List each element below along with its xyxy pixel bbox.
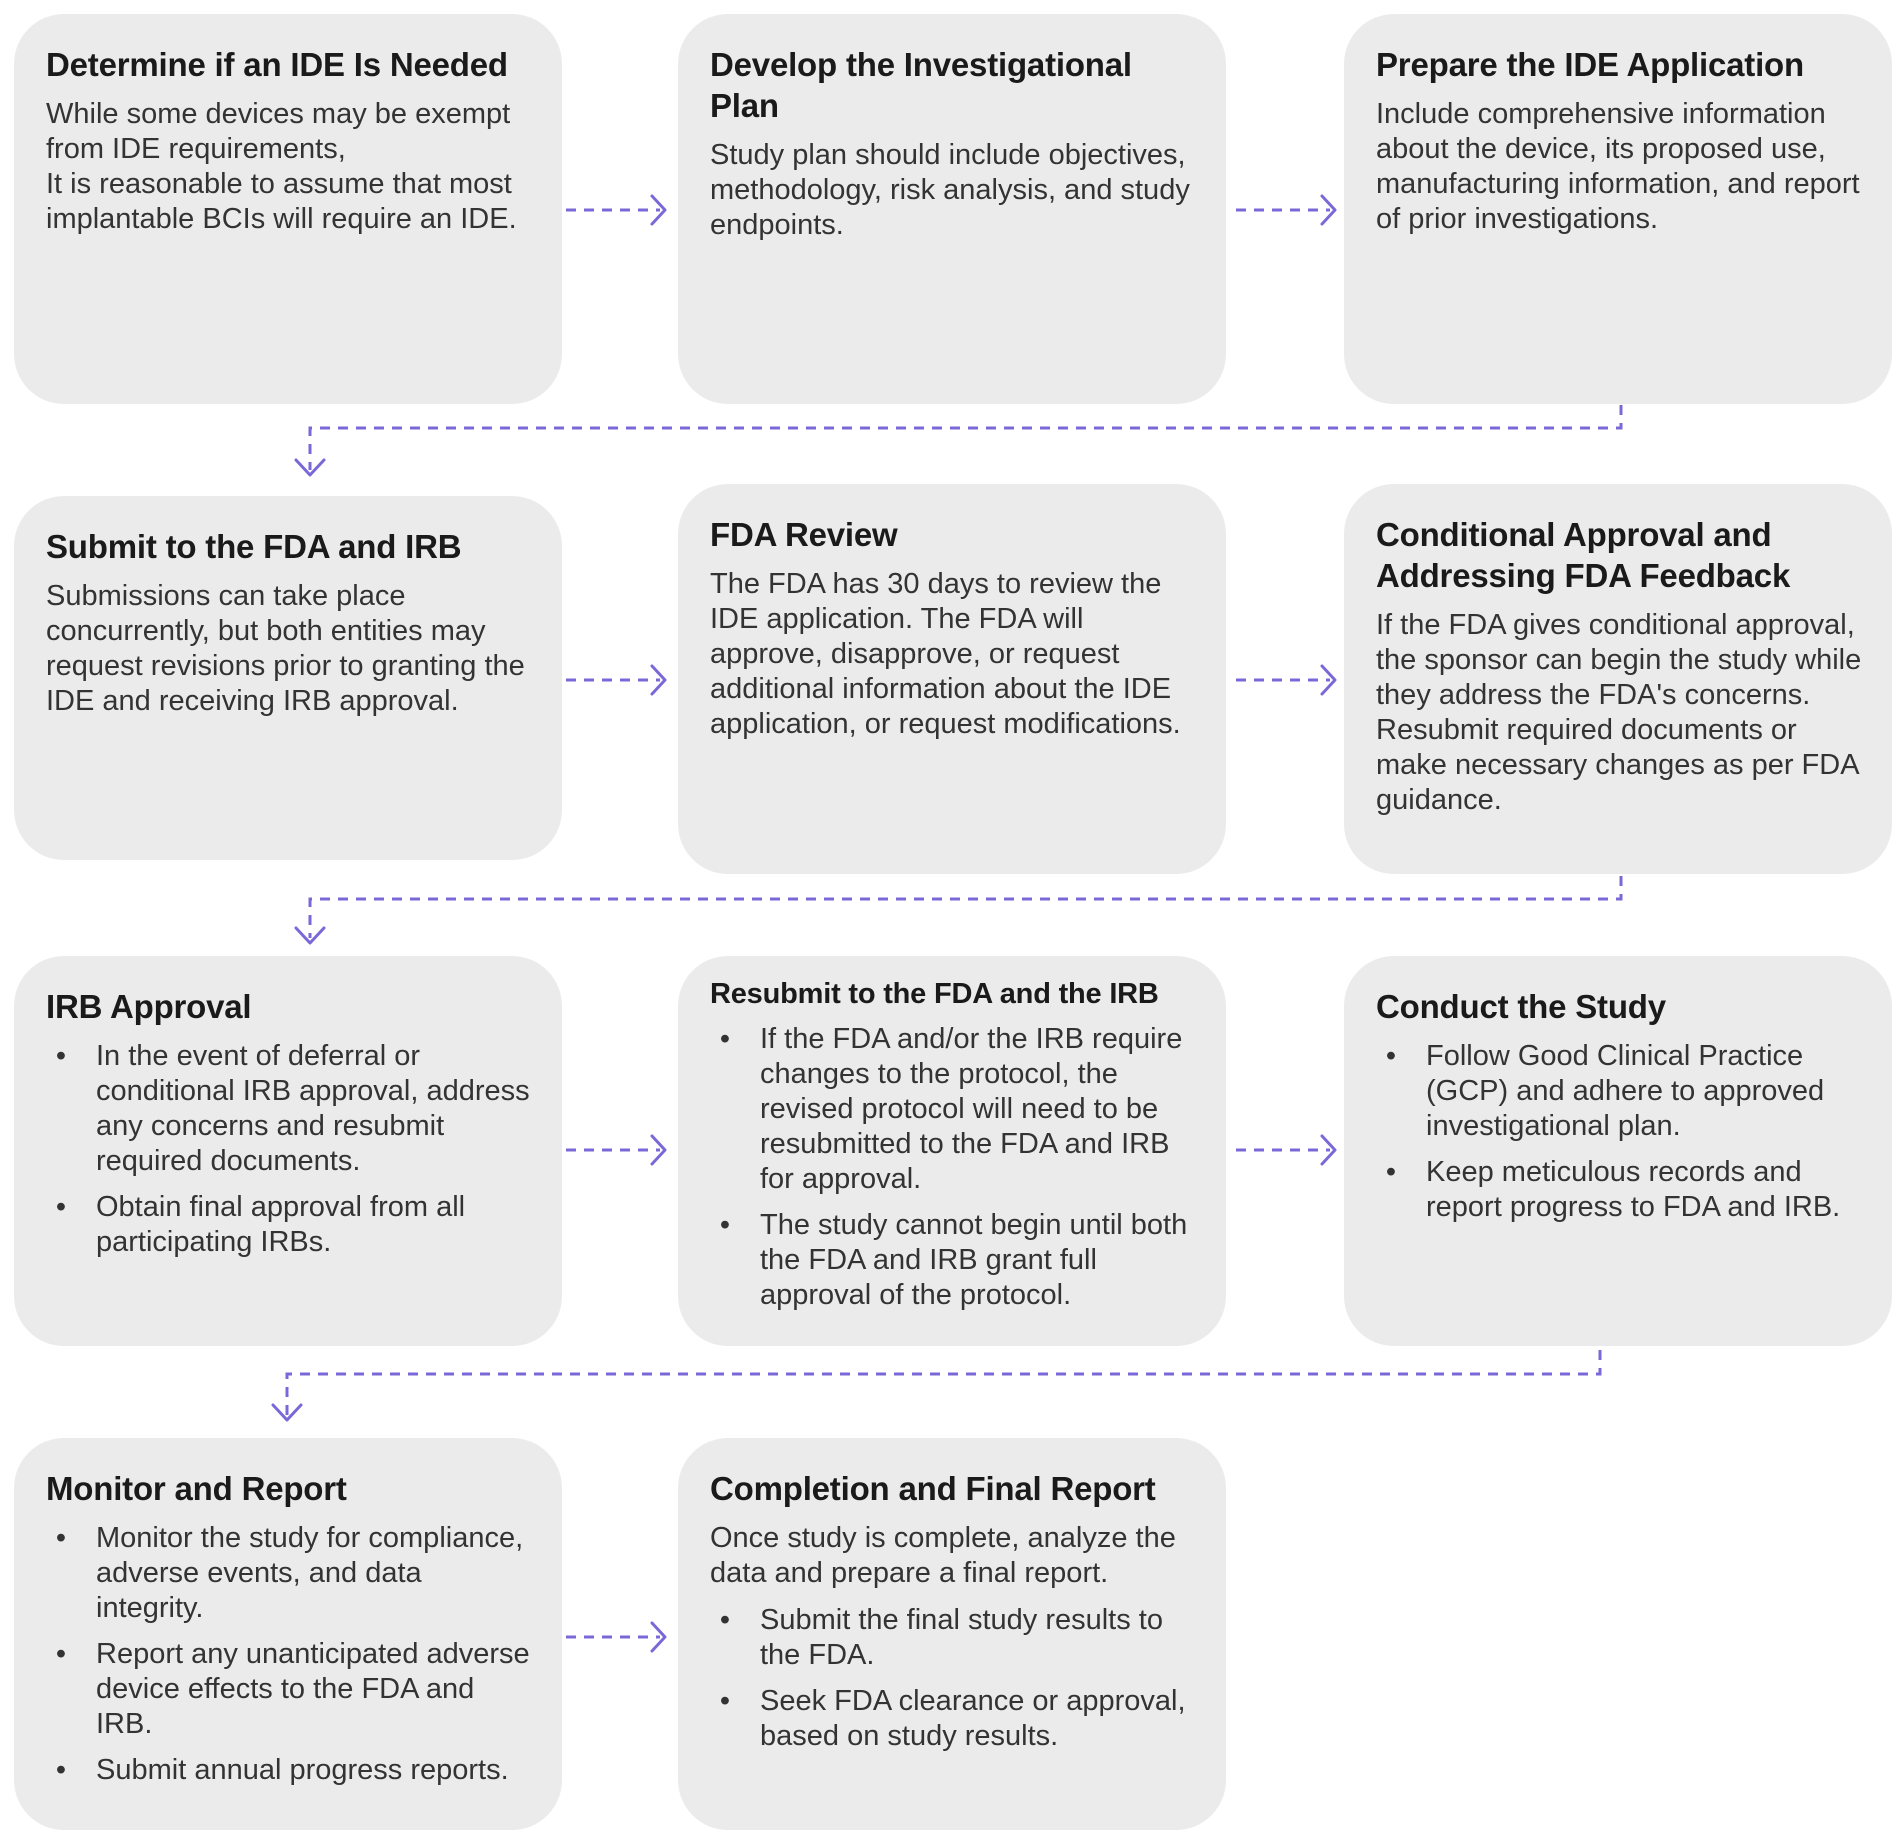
step-bullet-list (1376, 1039, 1862, 1225)
arrow-step2-to-step3 (1236, 196, 1335, 224)
step-body: The FDA has 30 days to review the IDE application. The FDA will approve, disapprove, or request additional information about the IDE application, or request modifications. (710, 568, 1181, 740)
step-title: Conduct the Study (1376, 988, 1666, 1025)
step-bullet-list (46, 1039, 532, 1260)
step-title: Submit to the FDA and IRB (46, 528, 462, 565)
list-item-text: Seek FDA clearance or approval, based on study results. (760, 1685, 1186, 1752)
step-develop-plan (678, 14, 1226, 404)
step-determine-ide (14, 14, 562, 404)
step-fda-review (678, 484, 1226, 874)
step-irb-approval (14, 956, 562, 1346)
arrow-step3-to-step4 (296, 405, 1621, 475)
step-body: Study plan should include objectives, methodology, risk analysis, and study endpoints. (710, 139, 1190, 241)
bullet-icon: • (1385, 1156, 1397, 1188)
list-item-text: Keep meticulous records and report progress to FDA and IRB. (1426, 1156, 1841, 1223)
list-item (46, 1637, 532, 1742)
list-item-text: Submit annual progress reports. (96, 1754, 509, 1786)
step-body: Submissions can take place concurrently, but both entities may request revisions prior to granting the IDE and receiving IRB approval. (46, 580, 525, 717)
bullet-icon: • (719, 1023, 731, 1055)
step-bullet-list (710, 1022, 1196, 1313)
list-item (46, 1039, 532, 1179)
step-title: Monitor and Report (46, 1470, 347, 1507)
bullet-icon: • (1385, 1040, 1397, 1072)
bullet-icon: • (55, 1040, 67, 1072)
arrow-step7-to-step8 (566, 1136, 665, 1164)
list-item (1376, 1155, 1862, 1225)
list-item-text: The study cannot begin until both the FDA and IRB grant full approval of the protocol. (760, 1209, 1188, 1311)
bullet-icon: • (55, 1522, 67, 1554)
step-bullet-list (710, 1603, 1196, 1754)
list-item (46, 1521, 532, 1626)
bullet-icon: • (719, 1604, 731, 1636)
list-item-text: Monitor the study for compliance, adverse events, and data integrity. (96, 1522, 524, 1624)
bullet-icon: • (55, 1638, 67, 1670)
arrow-step5-to-step6 (1236, 666, 1335, 694)
bullet-icon: • (719, 1209, 731, 1241)
arrow-step4-to-step5 (566, 666, 665, 694)
list-item-text: In the event of deferral or conditional IRB approval, address any concerns and resubmit required documents. (96, 1040, 530, 1177)
step-title: Determine if an IDE Is Needed (46, 46, 508, 83)
list-item (46, 1190, 532, 1260)
list-item (710, 1022, 1196, 1197)
step-body: Include comprehensive information about the device, its proposed use, manufacturing information, and report of prior investigations. (1376, 98, 1860, 235)
step-submit-fda-irb (14, 496, 562, 860)
list-item (46, 1753, 532, 1788)
list-item (710, 1684, 1196, 1754)
bullet-icon: • (719, 1685, 731, 1717)
arrow-step1-to-step2 (566, 196, 665, 224)
step-prepare-application (1344, 14, 1892, 404)
arrow-step8-to-step9 (1236, 1136, 1335, 1164)
step-title: IRB Approval (46, 988, 252, 1025)
step-monitor-report (14, 1438, 562, 1830)
step-body: While some devices may be exempt from IDE requirements, It is reasonable to assume that most implantable BCIs will require an IDE. (46, 98, 517, 235)
list-item (710, 1603, 1196, 1673)
list-item-text: Report any unanticipated adverse device effects to the FDA and IRB. (96, 1638, 530, 1740)
bullet-icon: • (55, 1754, 67, 1786)
step-body: Once study is complete, analyze the data and prepare a final report. (710, 1522, 1176, 1589)
list-item-text: Obtain final approval from all participating IRBs. (96, 1191, 466, 1258)
step-title: Develop the Investigational Plan (710, 46, 1132, 124)
list-item-text: If the FDA and/or the IRB require changes to the protocol, the revised protocol will need to be resubmitted to the FDA and IRB for approval. (760, 1023, 1183, 1195)
step-title: FDA Review (710, 516, 898, 553)
arrow-step6-to-step7 (296, 876, 1621, 943)
step-resubmit (678, 956, 1226, 1346)
list-item-text: Submit the final study results to the FDA. (760, 1604, 1163, 1671)
step-title: Conditional Approval and Addressing FDA Feedback (1376, 516, 1791, 594)
arrow-step10-to-step11 (566, 1623, 665, 1651)
step-body: If the FDA gives conditional approval, the sponsor can begin the study while they address the FDA's concerns. Resubmit required documents or make necessary changes as per FDA guidance. (1376, 609, 1862, 816)
step-conduct-study (1344, 956, 1892, 1346)
list-item-text: Follow Good Clinical Practice (GCP) and adhere to approved investigational plan. (1426, 1040, 1825, 1142)
list-item (710, 1208, 1196, 1313)
list-item (1376, 1039, 1862, 1144)
step-completion-final-report (678, 1438, 1226, 1830)
step-title: Prepare the IDE Application (1376, 46, 1804, 83)
arrow-step9-to-step10 (273, 1350, 1600, 1420)
step-title: Completion and Final Report (710, 1470, 1156, 1507)
step-bullet-list (46, 1521, 532, 1788)
step-conditional-approval (1344, 484, 1892, 874)
step-title: Resubmit to the FDA and the IRB (710, 978, 1159, 1010)
bullet-icon: • (55, 1191, 67, 1223)
